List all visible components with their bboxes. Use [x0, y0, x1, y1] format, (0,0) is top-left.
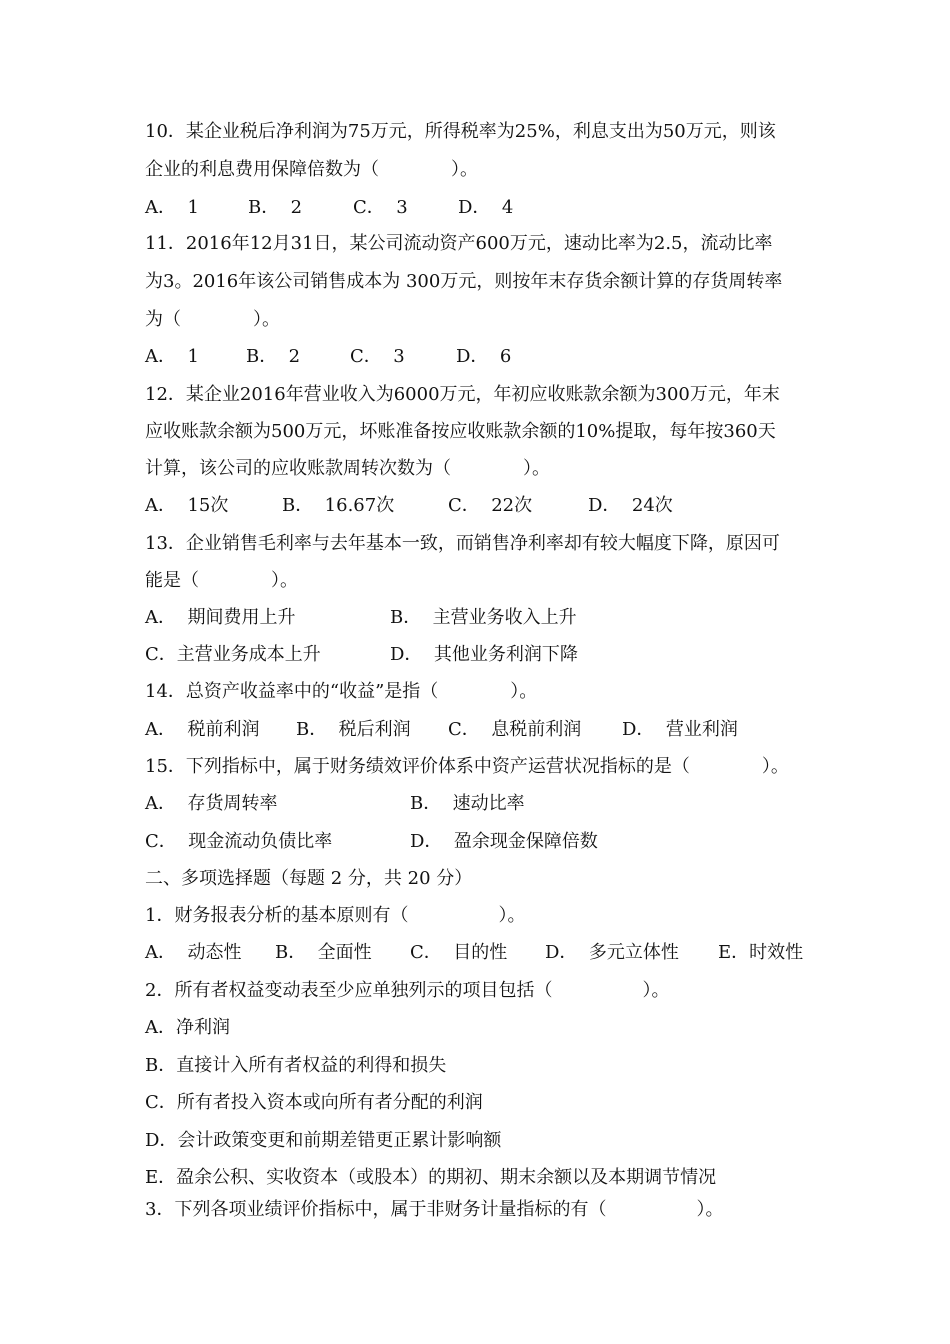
- m2-option-d: D．会计政策变更和前期差错更正累计影响额: [145, 1130, 502, 1151]
- q12-stem-line-1: 12．某企业2016年营业收入为6000万元，年初应收账款余额为300万元，年末: [145, 384, 780, 405]
- q12-option-d: D． 24次: [588, 495, 673, 516]
- m1-option-a: A． 动态性: [145, 942, 242, 963]
- q10-option-b: B． 2: [248, 197, 303, 218]
- m1-option-c: C． 目的性: [410, 942, 508, 963]
- q13-option-c: C．主营业务成本上升: [145, 644, 321, 665]
- q11-stem-line-3: 为（ ）。: [145, 309, 280, 330]
- q12-option-c: C． 22次: [448, 495, 533, 516]
- section-2-heading: 二、多项选择题（每题 2 分，共 20 分）: [145, 868, 473, 889]
- m1-option-d: D． 多元立体性: [545, 942, 679, 963]
- q15-option-c: C． 现金流动负债比率: [145, 831, 333, 852]
- q11-option-d: D． 6: [456, 346, 512, 367]
- m2-option-c: C．所有者投入资本或向所有者分配的利润: [145, 1092, 483, 1113]
- q13-stem-line-2: 能是（ ）。: [145, 570, 298, 591]
- q12-option-b: B． 16.67次: [282, 495, 395, 516]
- q15-option-a: A． 存货周转率: [145, 793, 278, 814]
- q14-option-b: B． 税后利润: [296, 719, 411, 740]
- q15-option-b: B． 速动比率: [410, 793, 525, 814]
- q14-option-c: C． 息税前利润: [448, 719, 582, 740]
- m1-stem-line-1: 1．财务报表分析的基本原则有（ ）。: [145, 905, 526, 926]
- m2-stem-line-1: 2．所有者权益变动表至少应单独列示的项目包括（ ）。: [145, 980, 670, 1001]
- q10-stem-line-2: 企业的利息费用保障倍数为（ ）。: [145, 159, 478, 180]
- q13-stem-line-1: 13．企业销售毛利率与去年基本一致，而销售净利率却有较大幅度下降，原因可: [145, 533, 780, 554]
- q11-stem-line-1: 11．2016年12月31日，某公司流动资产600万元，速动比率为2.5，流动比率: [145, 233, 773, 254]
- q11-option-b: B． 2: [246, 346, 301, 367]
- q12-option-a: A． 15次: [145, 495, 229, 516]
- m1-option-e: E．时效性: [718, 942, 804, 963]
- q12-stem-line-3: 计算，该公司的应收账款周转次数为（ ）。: [145, 458, 550, 479]
- q13-option-b: B． 主营业务收入上升: [390, 607, 577, 628]
- q15-option-d: D． 盈余现金保障倍数: [410, 831, 598, 852]
- m3-stem-line-1: 3．下列各项业绩评价指标中，属于非财务计量指标的有（ ）。: [145, 1199, 724, 1220]
- q10-option-d: D． 4: [458, 197, 514, 218]
- m2-option-a: A．净利润: [145, 1017, 230, 1038]
- q13-option-d: D． 其他业务利润下降: [390, 644, 578, 665]
- q10-option-c: C． 3: [353, 197, 408, 218]
- q14-option-d: D． 营业利润: [622, 719, 738, 740]
- m2-option-e: E．盈余公积、实收资本（或股本）的期初、期末余额以及本期调节情况: [145, 1167, 717, 1188]
- q11-option-c: C． 3: [350, 346, 405, 367]
- m2-option-b: B．直接计入所有者权益的利得和损失: [145, 1055, 447, 1076]
- q11-stem-line-2: 为3。2016年该公司销售成本为 300万元，则按年末存货余额计算的存货周转率: [145, 271, 783, 292]
- q14-stem-line-1: 14．总资产收益率中的“收益”是指（ ）。: [145, 681, 538, 702]
- q13-option-a: A． 期间费用上升: [145, 607, 296, 628]
- q10-stem-line-1: 10．某企业税后净利润为75万元，所得税率为25%，利息支出为50万元，则该: [145, 121, 776, 142]
- q15-stem-line-1: 15．下列指标中，属于财务绩效评价体系中资产运营状况指标的是（ ）。: [145, 756, 789, 777]
- q12-stem-line-2: 应收账款余额为500万元，坏账准备按应收账款余额的10%提取，每年按360天: [145, 421, 776, 442]
- m1-option-b: B． 全面性: [275, 942, 372, 963]
- q14-option-a: A． 税前利润: [145, 719, 260, 740]
- q10-option-a: A． 1: [145, 197, 199, 218]
- q11-option-a: A． 1: [145, 346, 199, 367]
